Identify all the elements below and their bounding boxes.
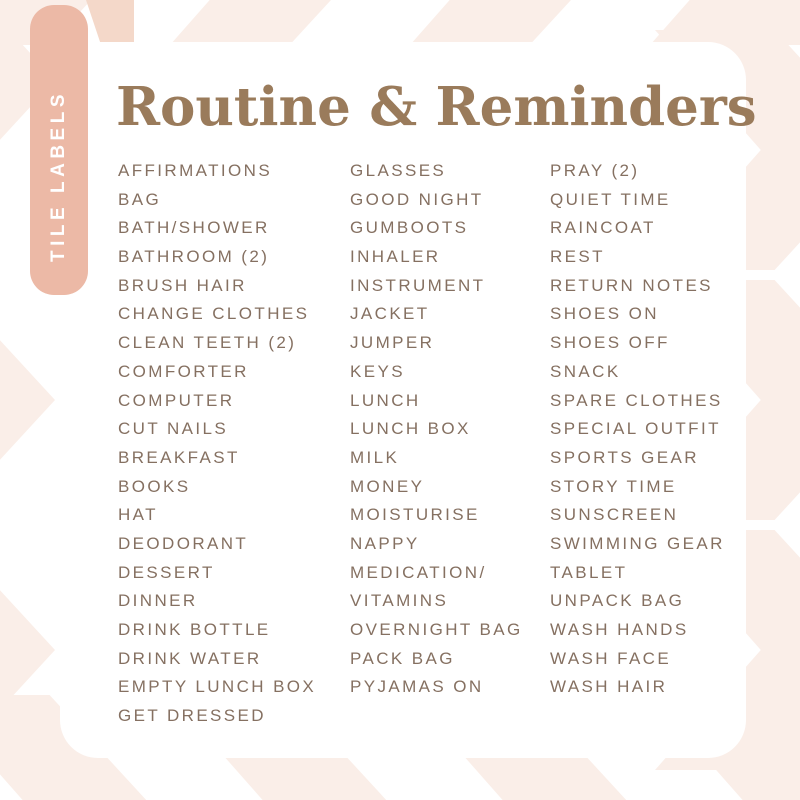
label-item: GUMBOOTS <box>350 218 469 238</box>
label-item: SNACK <box>550 361 621 381</box>
label-item: BRUSH HAIR <box>118 275 247 295</box>
label-item: JACKET <box>350 304 430 324</box>
label-item: JUMPER <box>350 333 435 353</box>
label-item: PYJAMAS ON <box>350 677 484 697</box>
label-item: MOISTURISE <box>350 505 480 525</box>
label-item: QUIET TIME <box>550 189 671 209</box>
label-item: NAPPY <box>350 533 420 553</box>
label-item: EMPTY LUNCH BOX <box>118 677 317 697</box>
label-item: DEODORANT <box>118 533 249 553</box>
page-title: Routine & Reminders <box>116 76 757 138</box>
label-item: KEYS <box>350 361 405 381</box>
label-item: AFFIRMATIONS <box>118 161 273 180</box>
label-item: CLEAN TEETH (2) <box>118 333 297 353</box>
tile-labels-tab <box>30 5 88 295</box>
label-item: INHALER <box>350 247 441 267</box>
label-item: SHOES OFF <box>550 333 670 353</box>
label-item: WASH HAIR <box>550 677 668 697</box>
label-item: OVERNIGHT BAG <box>350 620 523 639</box>
chevron-shape <box>410 0 640 45</box>
label-item: TABLET <box>550 562 628 582</box>
label-item: STORY TIME <box>550 476 677 496</box>
label-item: INSTRUMENT <box>350 275 486 295</box>
label-item: WASH FACE <box>550 648 672 668</box>
label-item: SUNSCREEN <box>550 505 679 525</box>
label-item: GET DRESSED <box>118 706 266 726</box>
label-item: DRINK WATER <box>118 648 262 668</box>
label-item: SHOES ON <box>550 304 659 324</box>
chevron-shape <box>170 0 400 45</box>
label-item: RAINCOAT <box>550 218 656 238</box>
label-item: LUNCH BOX <box>350 419 471 439</box>
label-item: MONEY <box>350 476 425 496</box>
label-item: BAG <box>118 189 162 209</box>
label-item: CUT NAILS <box>118 419 229 439</box>
label-item: CHANGE CLOTHES <box>118 304 310 324</box>
content-card <box>60 42 757 758</box>
label-item: DINNER <box>118 591 198 611</box>
label-item: GOOD NIGHT <box>350 189 484 209</box>
label-item: UNPACK BAG <box>550 591 685 611</box>
label-column-3 <box>550 157 725 702</box>
label-item: DRINK BOTTLE <box>118 620 271 639</box>
label-item: BREAKFAST <box>118 447 240 467</box>
label-item: RETURN NOTES <box>550 275 713 295</box>
label-column-1 <box>118 157 316 731</box>
label-item: GLASSES <box>350 161 447 180</box>
label-item: COMFORTER <box>118 361 249 381</box>
label-item: REST <box>550 247 605 267</box>
label-item: VITAMINS <box>350 591 449 611</box>
tile-labels-tab-label: TILE LABELS <box>48 90 69 262</box>
label-item: COMPUTER <box>118 390 235 410</box>
label-column-2 <box>350 157 523 702</box>
chevron-shape <box>0 280 55 520</box>
label-item: BATHROOM (2) <box>118 247 270 267</box>
label-item: LUNCH <box>350 390 421 410</box>
label-item: DESSERT <box>118 562 215 582</box>
label-item: BOOKS <box>118 476 191 496</box>
label-item: MEDICATION/ <box>350 562 487 582</box>
label-item: SPARE CLOTHES <box>550 390 723 410</box>
label-item: HAT <box>118 505 158 525</box>
label-item: PACK BAG <box>350 648 455 668</box>
label-item: SPECIAL OUTFIT <box>550 419 721 439</box>
label-item: SWIMMING GEAR <box>550 533 725 553</box>
chevron-shape <box>86 0 134 43</box>
label-item: PRAY (2) <box>550 161 640 180</box>
label-item: WASH HANDS <box>550 620 689 639</box>
label-item: SPORTS GEAR <box>550 447 699 467</box>
label-item: BATH/SHOWER <box>118 218 270 238</box>
label-item: MILK <box>350 447 400 467</box>
